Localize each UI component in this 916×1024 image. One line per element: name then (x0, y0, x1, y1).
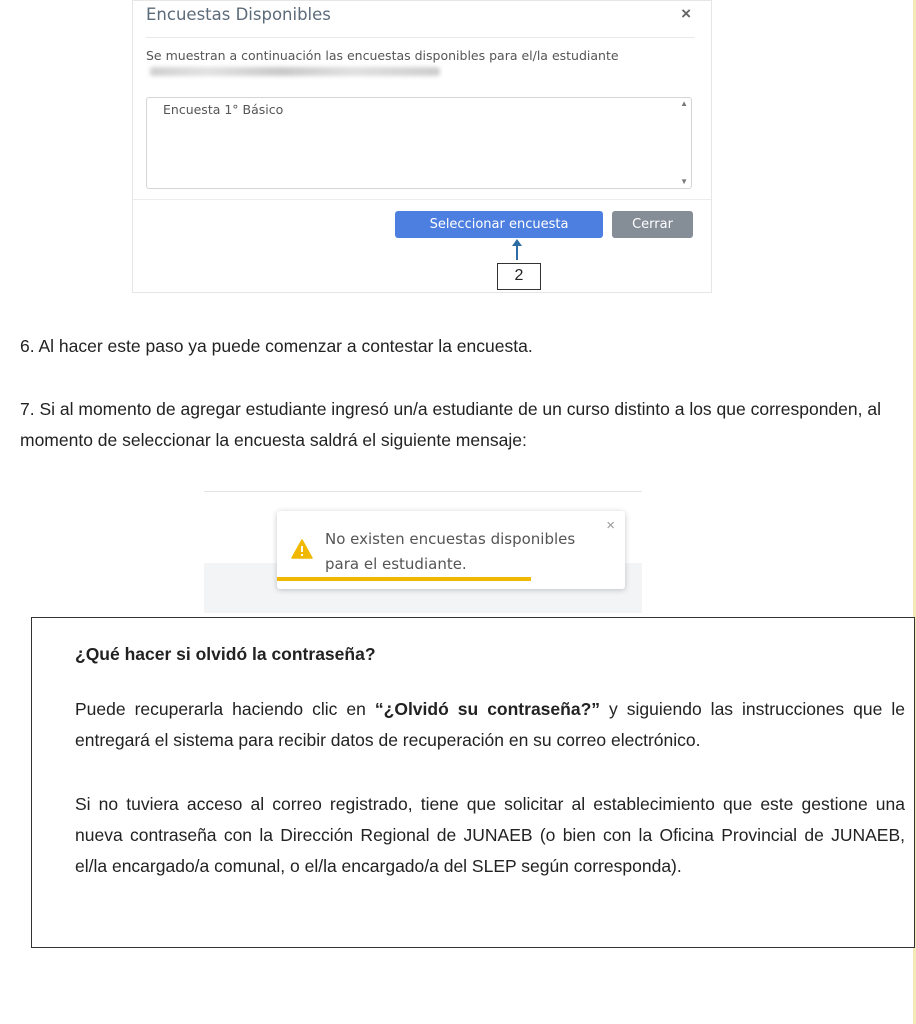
select-survey-button[interactable]: Seleccionar encuesta (395, 211, 603, 238)
blurred-student-name (150, 67, 440, 76)
survey-option[interactable]: Encuesta 1° Básico (163, 102, 284, 117)
forgot-password-box (31, 617, 915, 948)
scroll-down-icon[interactable]: ▼ (680, 177, 688, 186)
close-button[interactable]: Cerrar (612, 211, 693, 238)
forgot-password-link-text: “¿Olvidó su contraseña?” (374, 699, 601, 719)
warning-triangle-icon (291, 539, 313, 559)
warning-toast (277, 511, 625, 589)
toast-close-icon[interactable]: × (606, 517, 615, 534)
info-box-title: ¿Qué hacer si olvidó la contraseña? (75, 644, 376, 664)
step-6-text: 6. Al hacer este paso ya puede comenzar a contestar la encuesta. (20, 336, 533, 356)
toast-screenshot (204, 491, 642, 613)
toast-screenshot-top-line (204, 491, 642, 492)
survey-listbox[interactable] (146, 97, 692, 189)
scroll-up-icon[interactable]: ▲ (680, 99, 688, 108)
arrow-up-icon (510, 239, 524, 261)
toast-progress-bar (277, 577, 531, 581)
dialog-description-text: Se muestran a continuación las encuestas disponibles para el/la estudiante (146, 48, 619, 63)
dialog-footer-divider (133, 199, 711, 200)
step-7-text: 7. Si al momento de agregar estudiante ingresó un/a estudiante de un curso distinto a los que corresponden, al momento de seleccionar la encuesta saldrá el siguiente mensaje: (20, 399, 881, 450)
available-surveys-dialog (132, 0, 712, 293)
dialog-divider (146, 37, 695, 38)
close-icon[interactable]: × (681, 4, 691, 23)
info-paragraph-2: Si no tuviera acceso al correo registrado, tiene que solicitar al establecimiento que este gestione una nueva contraseña con la Dirección Regional de JUNAEB (o bien con la Oficina Provincial de JUNAEB, el/la encargado/a comunal, o el/la encargado/a del SLEP según corresponda). (75, 794, 905, 876)
dialog-title: Encuestas Disponibles (146, 5, 331, 24)
info-paragraph-1 (75, 694, 905, 756)
info-paragraph-1-start: Puede recuperarla haciendo clic en (75, 699, 375, 719)
toast-message: No existen encuestas disponibles para el estudiante. (325, 530, 576, 573)
dialog-description (146, 48, 691, 78)
info-paragraph-1-end: y siguiendo las instrucciones que le entregará el sistema para recibir datos de recuperación en su correo electrónico. (75, 699, 905, 750)
step-marker: 2 (497, 263, 541, 290)
